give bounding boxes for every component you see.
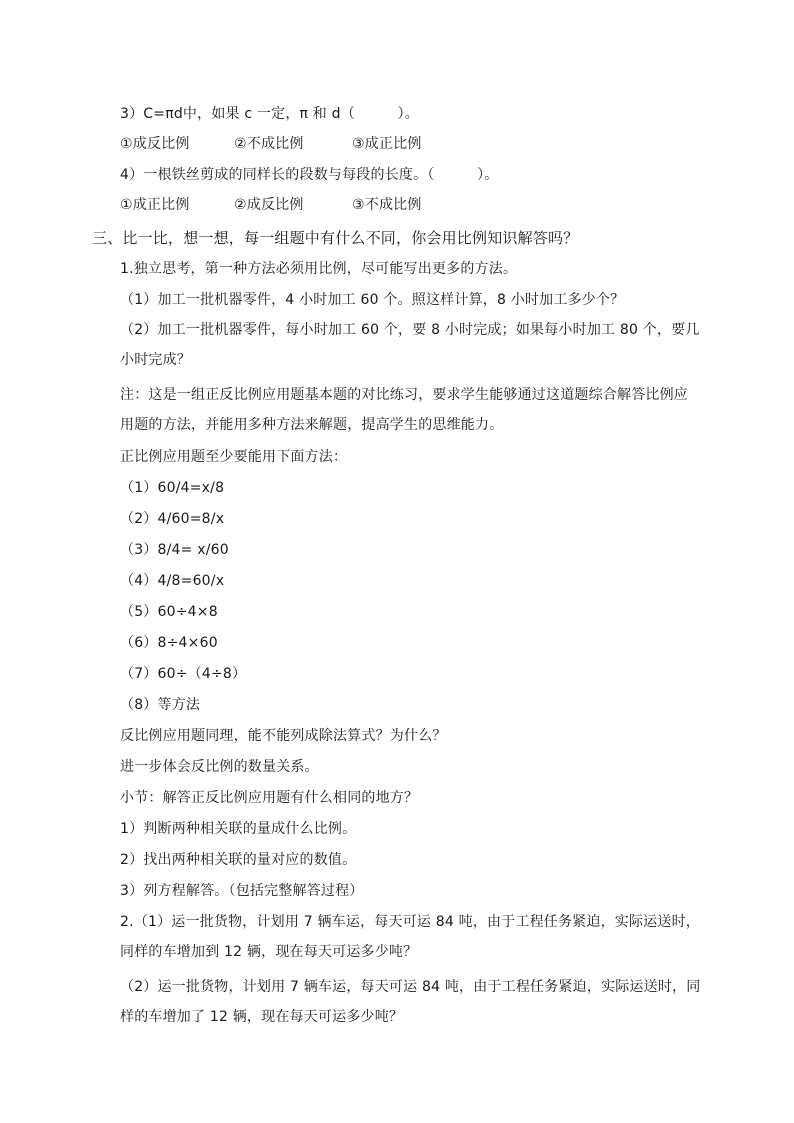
summary-step-1: 1）判断两种相关联的量成什么比例。 bbox=[120, 821, 357, 837]
method-8: （8）等方法 bbox=[120, 697, 201, 713]
exercise-2-part-2: （2）运一批货物，计划用 7 辆车运，每天可运 84 吨，由于工程任务紧迫，实际运送时，同样的车增加了 12 辆，现在每天可运多少吨？ bbox=[120, 979, 701, 1025]
inverse-note: 反比例应用题同理，能不能列成除法算式？为什么？ bbox=[120, 728, 447, 744]
summary-heading: 小节：解答正反比例应用题有什么相同的地方？ bbox=[120, 790, 419, 806]
question-4: 4）一根铁丝剪成的同样长的段数与每段的长度。（ ）。 bbox=[120, 167, 499, 183]
summary-step-2: 2）找出两种相关联的量对应的数值。 bbox=[120, 852, 357, 868]
option-1: ①成正比例 bbox=[120, 197, 190, 213]
question-4-options bbox=[120, 195, 422, 215]
exercise-1-part-1: （1）加工一批机器零件，4 小时加工 60 个。照这样计算，8 小时加工多少个？ bbox=[120, 292, 625, 308]
inverse-note-2: 进一步体会反比例的数量关系。 bbox=[120, 759, 319, 775]
note-paragraph: 注：这是一组正反比例应用题基本题的对比练习，要求学生能够通过这道题综合解答比例应用题的方法，并能用多种方法来解题，提高学生的思维能力。 bbox=[120, 387, 688, 433]
method-5: （5）60÷4×8 bbox=[120, 604, 218, 620]
option-3: ③成正比例 bbox=[352, 136, 422, 152]
exercise-1-part-2: （2）加工一批机器零件，每小时加工 60 个，要 8 小时完成；如果每小时加工 80 个，要几小时完成？ bbox=[120, 322, 700, 368]
option-1: ①成反比例 bbox=[120, 136, 190, 152]
exercise-2-part-1: 2.（1）运一批货物，计划用 7 辆车运，每天可运 84 吨，由于工程任务紧迫，实际运送时，同样的车增加到 12 辆，现在每天可运多少吨？ bbox=[120, 914, 700, 960]
method-6: （6）8÷4×60 bbox=[120, 635, 218, 651]
option-2: ②成反比例 bbox=[234, 197, 304, 213]
method-7: （7）60÷（4÷8） bbox=[120, 666, 247, 682]
method-3: （3）8/4= x/60 bbox=[120, 542, 229, 558]
method-2: （2）4/60=8/x bbox=[120, 511, 225, 527]
question-3-options bbox=[120, 134, 422, 154]
section-3-heading: 三、比一比，想一想，每一组题中有什么不同，你会用比例知识解答吗？ bbox=[92, 229, 579, 247]
summary-step-3: 3）列方程解答。（包括完整解答过程） bbox=[120, 883, 364, 899]
exercise-1-intro: 1.独立思考，第一种方法必须用比例，尽可能写出更多的方法。 bbox=[120, 261, 518, 277]
option-3: ③不成比例 bbox=[352, 197, 422, 213]
method-intro: 正比例应用题至少要能用下面方法： bbox=[120, 449, 348, 465]
method-4: （4）4/8=60/x bbox=[120, 573, 225, 589]
question-3: 3）C=πd中，如果 c 一定，π 和 d（ ）。 bbox=[120, 106, 419, 122]
option-2: ②不成比例 bbox=[234, 136, 304, 152]
method-1: （1）60/4=x/8 bbox=[120, 480, 225, 496]
